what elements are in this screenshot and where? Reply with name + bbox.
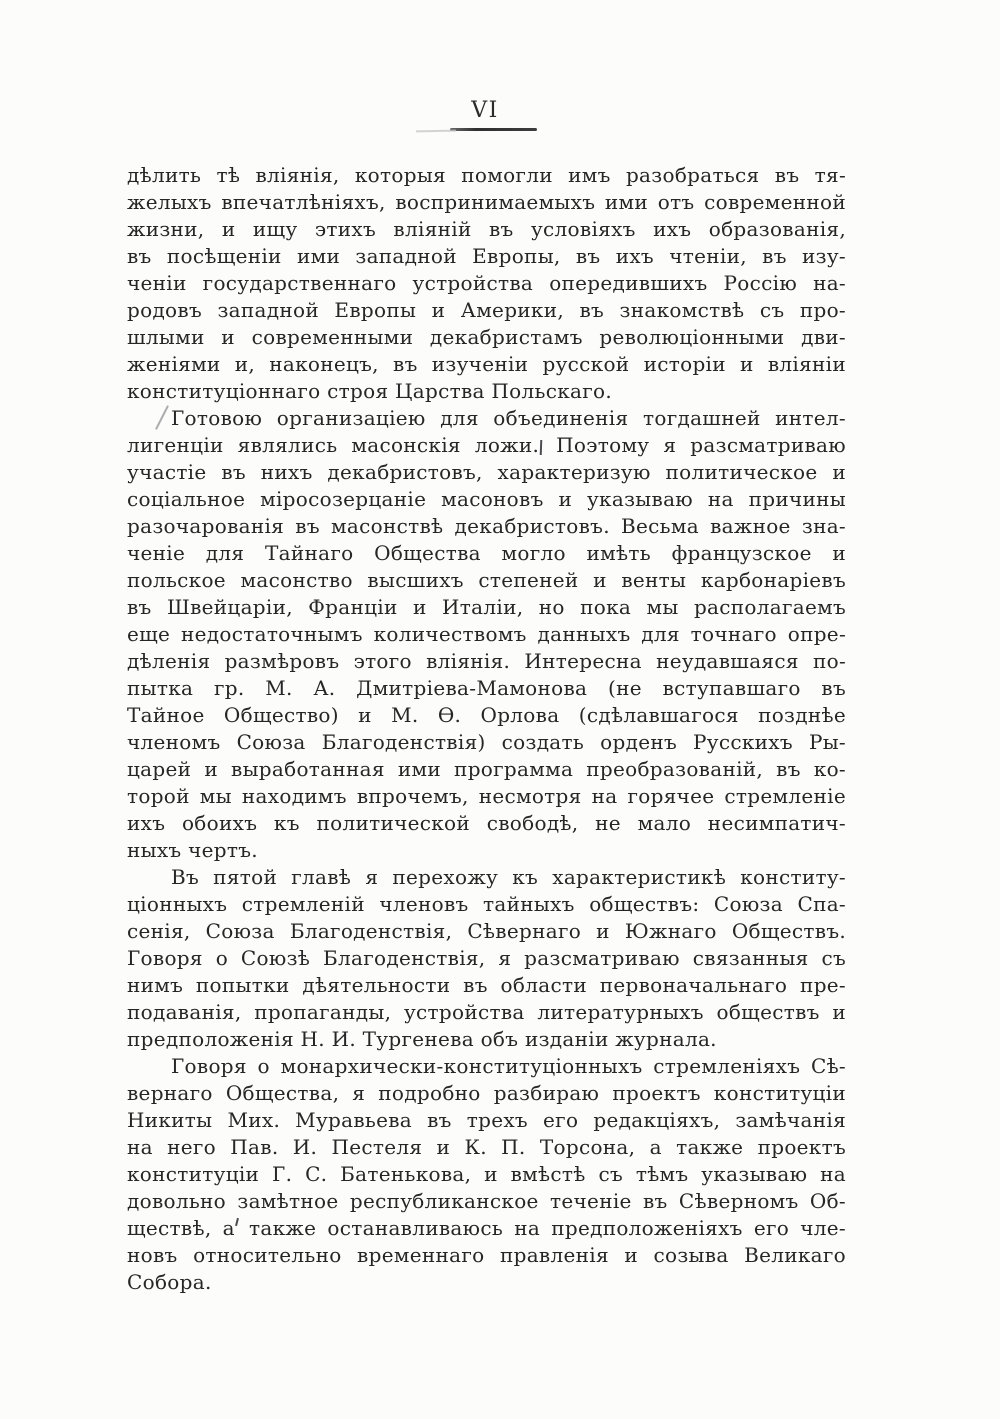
text-line: родовъ западной Европы и Америки, въ знакомствѣ съ про- <box>127 298 846 322</box>
text-line: Никиты Мих. Муравьева въ трехъ его редакціяхъ, замѣчанія <box>127 1108 846 1132</box>
text-line: польское масонство высшихъ степеней и венты карбонаріевъ <box>127 568 846 592</box>
text-line: разочарованія въ масонствѣ декабристовъ. Весьма важное зна- <box>127 514 846 538</box>
text-line: Говоря о Союзѣ Благоденствія, я разсматриваю связанныя съ <box>127 946 846 970</box>
text-line: Тайное Общество) и М. Ѳ. Орлова (сдѣлавшагося позднѣе <box>127 703 846 727</box>
text-line: въ посѣщеніи ими западной Европы, въ ихъ чтеніи, въ изу- <box>127 244 846 268</box>
text-line: шлыми и современными декабристамъ революціонными дви- <box>127 325 846 349</box>
text-line: участіе въ нихъ декабристовъ, характеризую политическое и <box>127 460 846 484</box>
text-line: вернаго Общества, я подробно разбираю проектъ конституціи <box>127 1081 846 1105</box>
text-line: женіями и, наконецъ, въ изученіи русской исторіи и вліяніи <box>127 352 846 376</box>
text-line: конституціи Г. С. Батенькова, и вмѣстѣ съ тѣмъ указываю на <box>127 1162 846 1186</box>
page-number-underline <box>450 128 537 131</box>
text-line: новъ относительно временнаго правленія и созыва Великаго <box>127 1243 846 1267</box>
text-line: конституціоннаго строя Царства Польскаго. <box>127 379 612 403</box>
text-line: желыхъ впечатлѣніяхъ, воспринимаемыхъ ими отъ современной <box>127 190 846 214</box>
text-line: на него Пав. И. Пестеля и К. П. Торсона, а также проектъ <box>127 1135 846 1159</box>
text-line: Готовою организаціею для объединенія тогдашней интел- <box>171 406 846 430</box>
text-line: лигенціи являлись масонскія ложи. Поэтому я разсматриваю <box>127 433 846 457</box>
pencil-apostrophe-mark <box>235 1218 239 1226</box>
text-line: Говоря о монархически-конституціонныхъ стремленіяхъ Сѣ- <box>171 1054 846 1078</box>
text-line: ченіе для Тайнаго Общества могло имѣть французское и <box>127 541 846 565</box>
text-line: Собора. <box>127 1270 212 1294</box>
text-line: ществѣ, а также останавливаюсь на предположеніяхъ его чле- <box>127 1216 846 1240</box>
text-line: довольно замѣтное республиканское теченіе въ Сѣверномъ Об- <box>127 1189 846 1213</box>
text-line: Въ пятой главѣ я перехожу къ характеристикѣ конститу- <box>171 865 846 889</box>
text-block <box>127 162 846 1296</box>
text-line: жизни, и ищу этихъ вліяній въ условіяхъ ихъ образованія, <box>127 217 846 241</box>
text-line: царей и выработанная ими программа преобразованій, въ ко- <box>127 757 846 781</box>
text-line: въ Швейцаріи, Франціи и Италіи, но пока мы располагаемъ <box>127 595 846 619</box>
text-line: пытка гр. М. А. Дмитріева-Мамонова (не вступавшаго въ <box>127 676 846 700</box>
text-line: ченіи государственнаго устройства опередившихъ Россію на- <box>127 271 846 295</box>
text-line: еще недостаточнымъ количествомъ данныхъ для точнаго опре- <box>127 622 846 646</box>
text-line: торой мы находимъ впрочемъ, несмотря на горячее стремленіе <box>127 784 846 808</box>
text-line: предположенія Н. И. Тургенева объ изданіи журнала. <box>127 1027 717 1051</box>
text-line: ихъ обоихъ къ политической свободѣ, не мало несимпатич- <box>127 811 846 835</box>
text-line: членомъ Союза Благоденствія) создать орденъ Русскихъ Ры- <box>127 730 846 754</box>
page-number-underline-faint <box>416 130 456 132</box>
page-number: VI <box>471 98 499 123</box>
text-line: дѣленія размѣровъ этого вліянія. Интересна неудавшаяся по- <box>127 649 846 673</box>
pencil-tick-mark <box>540 440 543 455</box>
text-line: дѣлить тѣ вліянія, которыя помогли имъ разобраться въ тя- <box>127 163 846 187</box>
text-line: сенія, Союза Благоденствія, Сѣвернаго и Южнаго Обществъ. <box>127 919 846 943</box>
text-line: ціонныхъ стремленій членовъ тайныхъ обществъ: Союза Спа- <box>127 892 846 916</box>
text-line: ныхъ чертъ. <box>127 838 258 862</box>
text-line: соціальное міросозерцаніе масоновъ и указываю на причины <box>127 487 846 511</box>
text-line: нимъ попытки дѣятельности въ области первоначальнаго пре- <box>127 973 846 997</box>
text-line: подаванія, пропаганды, устройства литературныхъ обществъ и <box>127 1000 846 1024</box>
